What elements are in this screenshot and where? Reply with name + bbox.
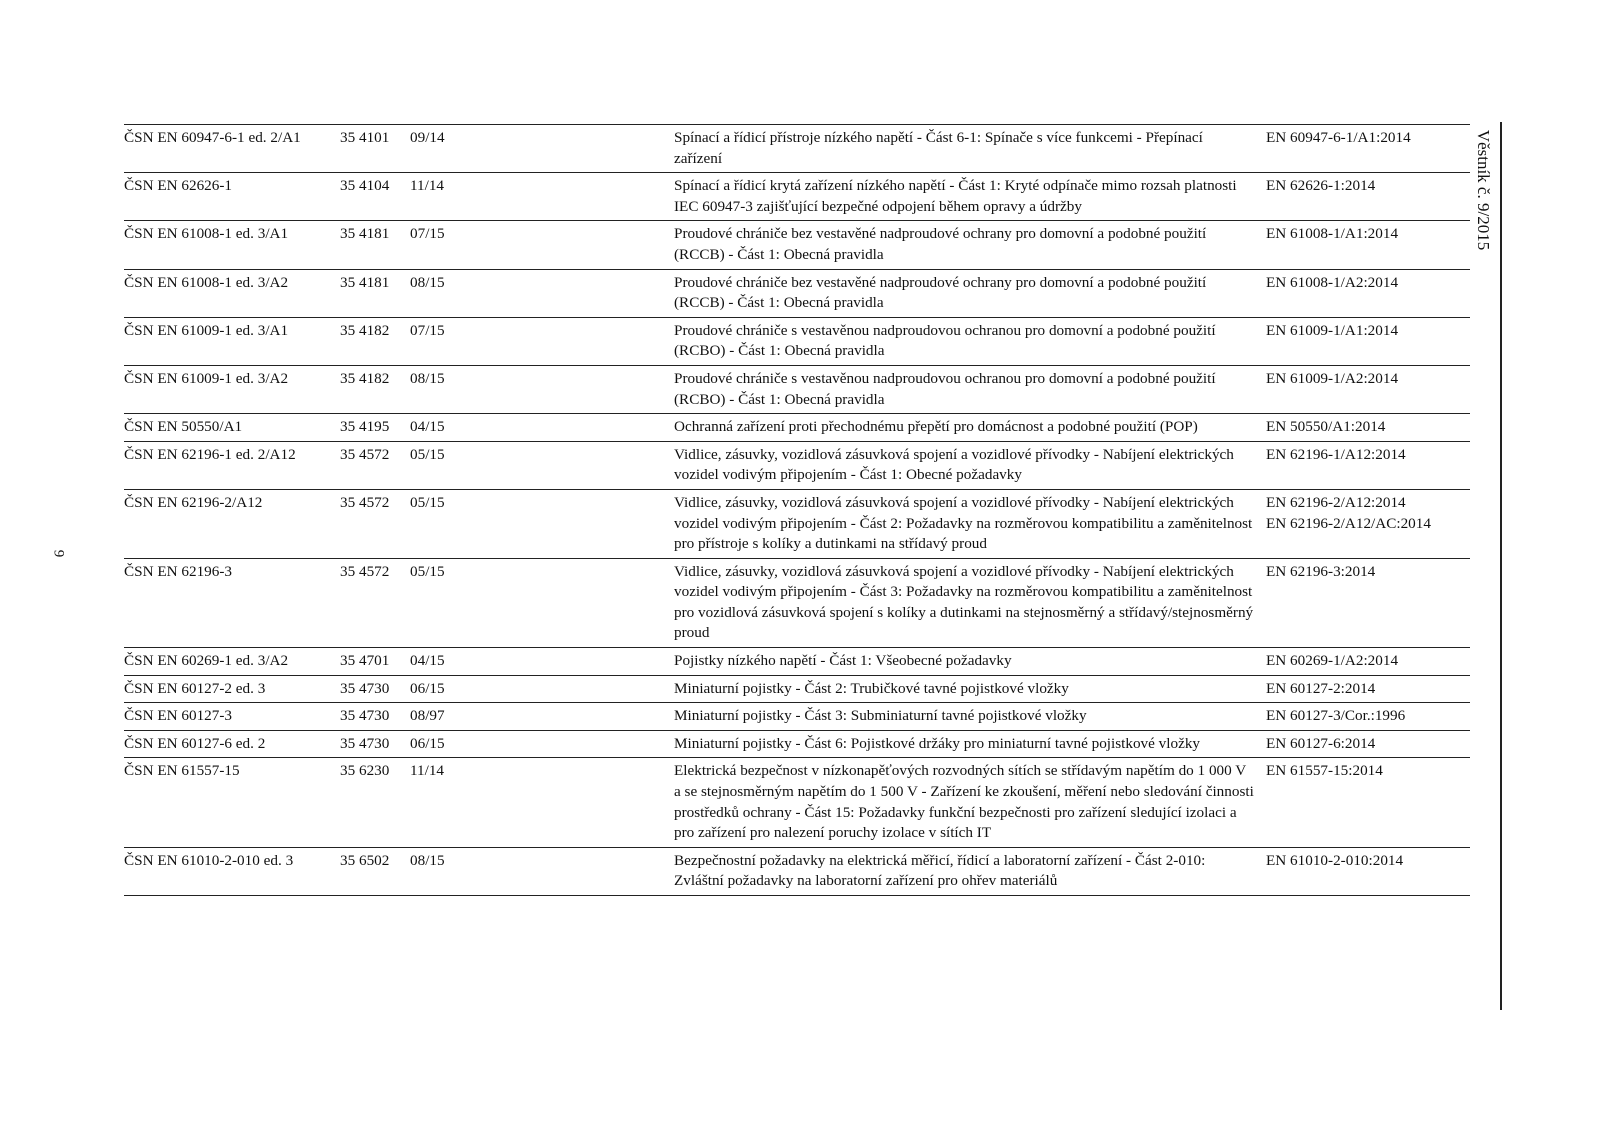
standard-title: Spínací a řídicí krytá zařízení nízkého napětí - Část 1: Kryté odpínače mimo rozsah platnosti IEC 60947-3 zajišťující bezpečné odpojení během opravy a údržby bbox=[674, 173, 1266, 221]
european-reference: EN 62196-1/A12:2014 bbox=[1266, 445, 1406, 463]
publication-date: 04/15 bbox=[410, 414, 674, 442]
table-row bbox=[124, 847, 1470, 895]
european-reference: EN 61008-1/A1:2014 bbox=[1266, 225, 1399, 243]
standard-title: Vidlice, zásuvky, vozidlová zásuvková spojení a vozidlové přívodky - Nabíjení elektrických vozidel vodivým připojením - Část 2: Požadavky na rozměrovou kompatibilitu a zaměnitelnost pro přístroje s kolíky a dutinkami na střídavý proud bbox=[674, 489, 1266, 558]
standard-designation: ČSN EN 62196-3 bbox=[124, 558, 340, 647]
publication-date: 05/15 bbox=[410, 489, 674, 558]
classification-code: 35 4730 bbox=[340, 703, 410, 731]
standard-title: Proudové chrániče bez vestavěné nadproudové ochrany pro domovní a podobné použití (RCCB) - Část 1: Obecná pravidla bbox=[674, 221, 1266, 269]
european-references bbox=[1266, 847, 1470, 895]
european-references bbox=[1266, 173, 1470, 221]
classification-code: 35 4195 bbox=[340, 414, 410, 442]
classification-code: 35 4182 bbox=[340, 317, 410, 365]
standard-title: Spínací a řídicí přístroje nízkého napětí - Část 6-1: Spínače s více funkcemi - Přepínací zařízení bbox=[674, 125, 1266, 173]
standard-title: Proudové chrániče bez vestavěné nadproudové ochrany pro domovní a podobné použití (RCCB) - Část 1: Obecná pravidla bbox=[674, 269, 1266, 317]
table-row bbox=[124, 365, 1470, 413]
standard-title: Vidlice, zásuvky, vozidlová zásuvková spojení a vozidlové přívodky - Nabíjení elektrických vozidel vodivým připojením - Část 3: Požadavky na rozměrovou kompatibilitu a zaměnitelnost pro vozidlová zásuvková spojení s kolíky a dutinkami na stejnosměrný a střídavý/stejnosměrný proud bbox=[674, 558, 1266, 647]
publication-date: 06/15 bbox=[410, 730, 674, 758]
table-row bbox=[124, 489, 1470, 558]
european-reference: EN 61009-1/A1:2014 bbox=[1266, 321, 1399, 339]
classification-code: 35 4572 bbox=[340, 441, 410, 489]
standard-designation: ČSN EN 60947-6-1 ed. 2/A1 bbox=[124, 125, 340, 173]
standard-title: Pojistky nízkého napětí - Část 1: Všeobecné požadavky bbox=[674, 648, 1266, 676]
classification-code: 35 4701 bbox=[340, 648, 410, 676]
table-row bbox=[124, 269, 1470, 317]
european-reference: EN 60127-6:2014 bbox=[1266, 734, 1376, 752]
classification-code: 35 6230 bbox=[340, 758, 410, 847]
publication-date: 08/15 bbox=[410, 847, 674, 895]
european-references bbox=[1266, 758, 1470, 847]
european-references bbox=[1266, 675, 1470, 703]
side-rule bbox=[1500, 122, 1502, 1010]
classification-code: 35 4730 bbox=[340, 730, 410, 758]
standard-title: Proudové chrániče s vestavěnou nadproudovou ochranou pro domovní a podobné použití (RCBO) - Část 1: Obecná pravidla bbox=[674, 365, 1266, 413]
standard-designation: ČSN EN 62196-2/A12 bbox=[124, 489, 340, 558]
european-reference: EN 61557-15:2014 bbox=[1266, 762, 1383, 780]
publication-date: 05/15 bbox=[410, 441, 674, 489]
european-references bbox=[1266, 414, 1470, 442]
publication-date: 04/15 bbox=[410, 648, 674, 676]
european-references bbox=[1266, 648, 1470, 676]
table-row bbox=[124, 648, 1470, 676]
classification-code: 35 4101 bbox=[340, 125, 410, 173]
table-row bbox=[124, 675, 1470, 703]
table-row bbox=[124, 221, 1470, 269]
standard-designation: ČSN EN 60127-2 ed. 3 bbox=[124, 675, 340, 703]
standard-designation: ČSN EN 61009-1 ed. 3/A1 bbox=[124, 317, 340, 365]
standard-designation: ČSN EN 60127-3 bbox=[124, 703, 340, 731]
classification-code: 35 4572 bbox=[340, 558, 410, 647]
european-references bbox=[1266, 558, 1470, 647]
publication-date: 05/15 bbox=[410, 558, 674, 647]
standard-title: Elektrická bezpečnost v nízkonapěťových rozvodných sítích se střídavým napětím do 1 000 V a se stejnosměrným napětím do 1 500 V - Zařízení ke zkoušení, měření nebo sledování činnosti prostředků ochrany - Část 15: Požadavky funkční bezpečnosti pro zařízení sledující izolaci a pro zařízení pro nalezení poruchy izolace v sítích IT bbox=[674, 758, 1266, 847]
european-references bbox=[1266, 441, 1470, 489]
european-reference: EN 60127-2:2014 bbox=[1266, 679, 1376, 697]
publication-date: 08/15 bbox=[410, 269, 674, 317]
standard-designation: ČSN EN 61557-15 bbox=[124, 758, 340, 847]
publication-date: 11/14 bbox=[410, 173, 674, 221]
classification-code: 35 4182 bbox=[340, 365, 410, 413]
publication-date: 09/14 bbox=[410, 125, 674, 173]
publication-date: 08/15 bbox=[410, 365, 674, 413]
european-reference: EN 62196-3:2014 bbox=[1266, 562, 1376, 580]
standard-designation: ČSN EN 61008-1 ed. 3/A1 bbox=[124, 221, 340, 269]
publication-date: 08/97 bbox=[410, 703, 674, 731]
european-reference: EN 60269-1/A2:2014 bbox=[1266, 652, 1399, 670]
classification-code: 35 4104 bbox=[340, 173, 410, 221]
european-reference: EN 61010-2-010:2014 bbox=[1266, 851, 1404, 869]
european-references bbox=[1266, 269, 1470, 317]
classification-code: 35 4572 bbox=[340, 489, 410, 558]
european-reference: EN 62196-2/A12:2014 bbox=[1266, 493, 1406, 511]
standard-title: Ochranná zařízení proti přechodnému přepětí pro domácnost a podobné použití (POP) bbox=[674, 414, 1266, 442]
european-references bbox=[1266, 703, 1470, 731]
publication-date: 07/15 bbox=[410, 221, 674, 269]
publication-date: 07/15 bbox=[410, 317, 674, 365]
standard-designation: ČSN EN 61010-2-010 ed. 3 bbox=[124, 847, 340, 895]
european-reference: EN 60127-3/Cor.:1996 bbox=[1266, 707, 1406, 725]
publication-date: 11/14 bbox=[410, 758, 674, 847]
standard-designation: ČSN EN 62196-1 ed. 2/A12 bbox=[124, 441, 340, 489]
european-references bbox=[1266, 730, 1470, 758]
standard-title: Miniaturní pojistky - Část 3: Subminiaturní tavné pojistkové vložky bbox=[674, 703, 1266, 731]
table-row bbox=[124, 125, 1470, 173]
european-references bbox=[1266, 365, 1470, 413]
publication-date: 06/15 bbox=[410, 675, 674, 703]
european-references bbox=[1266, 489, 1470, 558]
table-row bbox=[124, 703, 1470, 731]
table-row bbox=[124, 173, 1470, 221]
european-reference: EN 60947-6-1/A1:2014 bbox=[1266, 129, 1411, 146]
table-row bbox=[124, 317, 1470, 365]
table-row bbox=[124, 414, 1470, 442]
standard-designation: ČSN EN 50550/A1 bbox=[124, 414, 340, 442]
table-row bbox=[124, 730, 1470, 758]
standard-designation: ČSN EN 61009-1 ed. 3/A2 bbox=[124, 365, 340, 413]
european-references bbox=[1266, 221, 1470, 269]
standard-title: Miniaturní pojistky - Část 2: Trubičkové tavné pojistkové vložky bbox=[674, 675, 1266, 703]
standards-table-body bbox=[124, 125, 1470, 896]
standard-designation: ČSN EN 60269-1 ed. 3/A2 bbox=[124, 648, 340, 676]
standard-designation: ČSN EN 61008-1 ed. 3/A2 bbox=[124, 269, 340, 317]
classification-code: 35 4181 bbox=[340, 221, 410, 269]
standard-title: Miniaturní pojistky - Část 6: Pojistkové držáky pro miniaturní tavné pojistkové vložky bbox=[674, 730, 1266, 758]
standard-designation: ČSN EN 62626-1 bbox=[124, 173, 340, 221]
classification-code: 35 4181 bbox=[340, 269, 410, 317]
classification-code: 35 6502 bbox=[340, 847, 410, 895]
standards-table bbox=[124, 124, 1470, 896]
standard-title: Vidlice, zásuvky, vozidlová zásuvková spojení a vozidlové přívodky - Nabíjení elektrických vozidel vodivým připojením - Část 1: Obecné požadavky bbox=[674, 441, 1266, 489]
page-number: 9 bbox=[50, 549, 67, 558]
european-references bbox=[1266, 317, 1470, 365]
standard-title: Bezpečnostní požadavky na elektrická měřicí, řídicí a laboratorní zařízení - Část 2-010: Zvláštní požadavky na laboratorní zařízení pro ohřev materiálů bbox=[674, 847, 1266, 895]
table-row bbox=[124, 441, 1470, 489]
standard-title: Proudové chrániče s vestavěnou nadproudovou ochranou pro domovní a podobné použití (RCBO) - Část 1: Obecná pravidla bbox=[674, 317, 1266, 365]
european-reference: EN 61009-1/A2:2014 bbox=[1266, 369, 1399, 387]
table-row bbox=[124, 558, 1470, 647]
standard-designation: ČSN EN 60127-6 ed. 2 bbox=[124, 730, 340, 758]
european-reference: EN 61008-1/A2:2014 bbox=[1266, 273, 1399, 291]
european-references bbox=[1266, 125, 1470, 173]
table-row bbox=[124, 758, 1470, 847]
classification-code: 35 4730 bbox=[340, 675, 410, 703]
side-header: Věstník č. 9/2015 bbox=[1474, 129, 1493, 251]
european-reference: EN 62626-1:2014 bbox=[1266, 177, 1376, 195]
european-reference: EN 62196-2/A12/AC:2014 bbox=[1266, 514, 1431, 532]
european-reference: EN 50550/A1:2014 bbox=[1266, 418, 1386, 436]
